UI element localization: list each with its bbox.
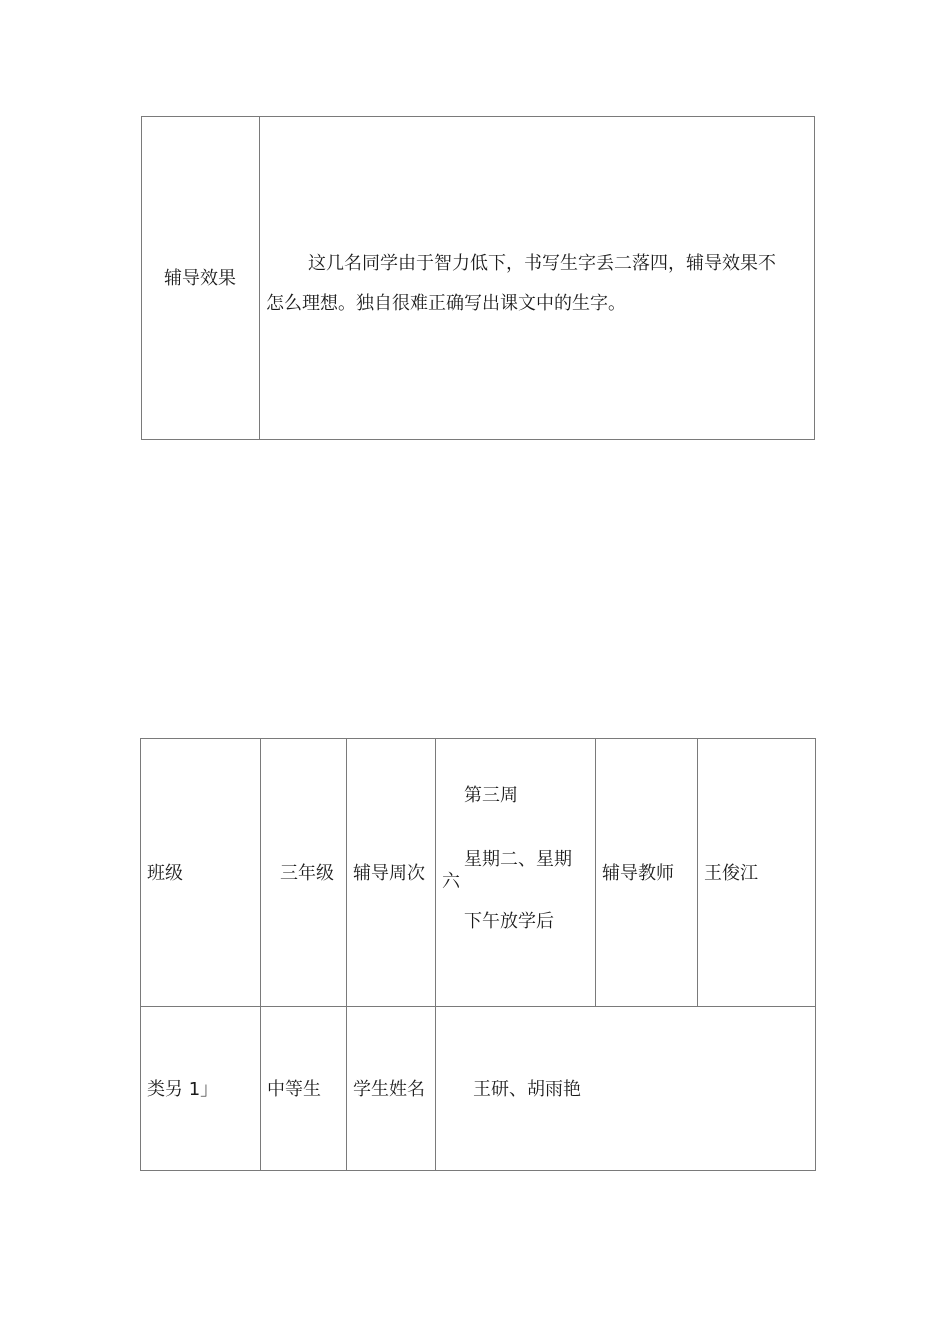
table-col-divider-3	[435, 738, 436, 1171]
week-value-line1: 第三周	[464, 785, 518, 806]
table-border-top	[140, 738, 816, 739]
class-value: 三年级	[280, 863, 334, 884]
table-col-divider-1	[260, 738, 261, 1171]
category-value: 中等生	[267, 1079, 321, 1100]
table-col-divider-2	[346, 738, 347, 1171]
teacher-value: 王俊江	[704, 863, 758, 884]
table-border-right	[815, 738, 816, 1171]
table-divider	[259, 116, 260, 440]
table-border-right	[814, 116, 815, 440]
week-value-line2: 星期二、星期	[464, 849, 572, 870]
table-border-left	[141, 116, 142, 440]
student-value: 王研、胡雨艳	[473, 1079, 581, 1100]
effect-content-line1: 这几名同学由于智力低下，书写生字丢二落四，辅导效果不	[308, 253, 776, 274]
table-border-bottom	[140, 1170, 816, 1171]
table-border-top	[141, 116, 815, 117]
week-value-line4: 下午放学后	[464, 911, 554, 932]
effect-content-line2: 怎么理想。独自很难正确写出课文中的生字。	[266, 293, 626, 314]
class-label: 班级	[147, 863, 183, 884]
week-value-line3: 六	[442, 871, 460, 892]
student-label: 学生姓名	[353, 1079, 425, 1100]
table-row-divider	[140, 1006, 816, 1007]
table-border-left	[140, 738, 141, 1171]
table-border-bottom	[141, 439, 815, 440]
teacher-label: 辅导教师	[602, 863, 674, 884]
category-label: 类另 1」	[147, 1079, 219, 1100]
week-label: 辅导周次	[353, 863, 425, 884]
effect-label: 辅导效果	[164, 268, 236, 289]
table-col-divider-5	[697, 738, 698, 1007]
table-col-divider-4	[595, 738, 596, 1007]
